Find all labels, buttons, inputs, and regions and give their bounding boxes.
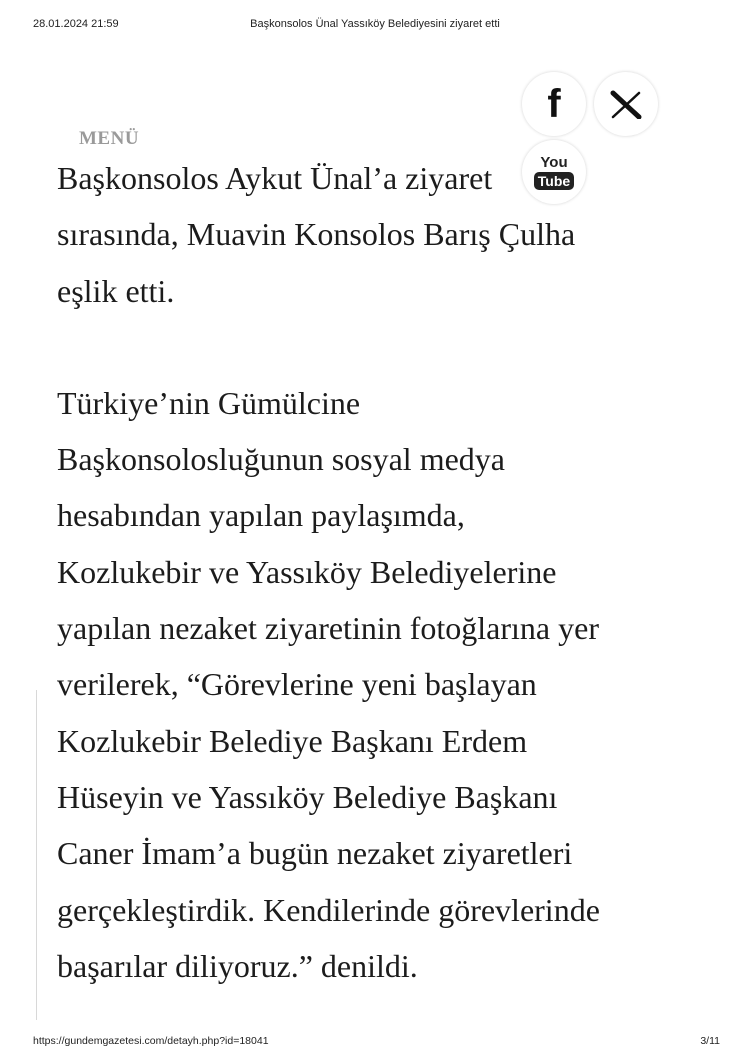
youtube-icon-bottom: Tube	[534, 172, 574, 190]
facebook-icon: f	[547, 82, 561, 126]
article-line: gerçekleştirdik. Kendilerinde görevlerinde	[57, 891, 600, 928]
article-line: eşlik etti.	[57, 272, 175, 309]
print-page-title: Başkonsolos Ünal Yassıköy Belediyesini ziyaret etti	[250, 18, 500, 30]
print-date: 28.01.2024 21:59	[33, 18, 119, 30]
print-url: https://gundemgazetesi.com/detayh.php?id=18041	[33, 1035, 269, 1047]
article-line: Türkiye’nin Gümülcine	[57, 384, 361, 421]
article-line: başarılar diliyoruz.” denildi.	[57, 947, 418, 984]
menu-button[interactable]: MENÜ	[79, 128, 140, 149]
youtube-icon	[534, 155, 574, 190]
article-line: Kozlukebir Belediye Başkanı Erdem	[57, 722, 528, 759]
article-line: Başkonsolosluğunun sosyal medya	[57, 441, 505, 478]
article-line: sırasında, Muavin Konsolos Barış Çulha	[57, 216, 576, 253]
facebook-share-button[interactable]	[522, 72, 586, 136]
paragraph-gap	[57, 319, 747, 375]
article-line: Kozlukebir ve Yassıköy Belediyelerine	[57, 553, 557, 590]
article-line: yapılan nezaket ziyaretinin fotoğlarına yer	[57, 610, 599, 647]
x-share-button[interactable]	[594, 72, 658, 136]
left-divider	[36, 690, 37, 1020]
x-twitter-icon	[609, 89, 643, 119]
article-line: Başkonsolos Aykut Ünal’a ziyaret	[57, 160, 493, 196]
page-counter: 3/11	[700, 1035, 720, 1047]
article-line: hesabından yapılan paylaşımda,	[57, 497, 465, 534]
article-line: verilerek, “Görevlerine yeni başlayan	[57, 666, 537, 703]
youtube-icon-top: You	[540, 153, 568, 171]
article-body	[57, 150, 747, 994]
article-line: Caner İmam’a bugün nezaket ziyaretleri	[57, 835, 573, 872]
youtube-link-button[interactable]	[522, 140, 586, 204]
article-line: Hüseyin ve Yassıköy Belediye Başkanı	[57, 778, 558, 815]
